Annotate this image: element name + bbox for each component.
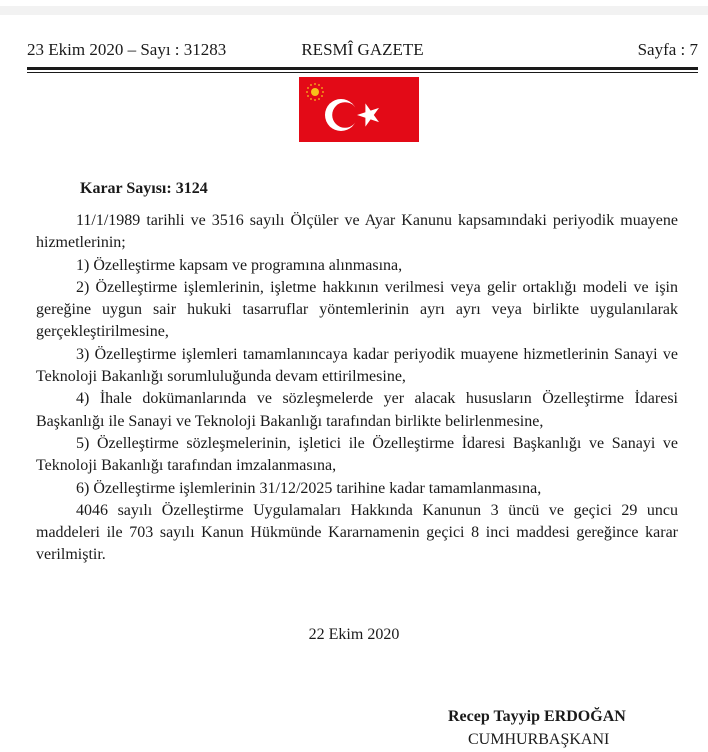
page-number: Sayfa : 7 [637,40,698,59]
header-rule-thick [27,67,698,70]
paragraph-item-3: 3) Özelleştirme işlemleri tamamlanıncaya kadar periyodik muayene hizmetlerinin Sanayi ve Teknoloji Bakanlığı sorumluluğunda devam ettirilmesine, [36,345,678,386]
gazette-header [27,40,698,62]
header-rule-thin [27,72,698,73]
decision-number: Karar Sayısı: 3124 [80,180,208,197]
crescent-inner [332,102,358,128]
paragraph-item-4: 4) İhale dokümanlarında ve sözleşmelerde yer alacak hususların Özelleştirme İdaresi Başkanlığı ile Sanayi ve Teknoloji Bakanlığı tarafından birlikte belirlenmesine, [36,390,678,430]
paragraph-item-5: 5) Özelleştirme sözleşmelerinin, işletici ile Özelleştirme İdaresi Başkanlığı ve Sanayi ve Teknoloji Bakanlığı tarafından imzalanmasına, [36,434,678,475]
top-band [0,6,708,15]
decision-body [36,210,678,567]
issue-date-number: 23 Ekim 2020 – Sayı : 31283 [27,40,227,59]
flag-field [299,77,419,142]
paragraph-item-6: 6) Özelleştirme işlemlerinin 31/12/2025 tarihine kadar tamamlanmasına, [76,479,542,497]
signer-name: Recep Tayyip ERDOĞAN [448,708,626,725]
presidential-flag-icon [299,77,419,142]
paragraph-item-1: 1) Özelleştirme kapsam ve programına alınmasına, [76,256,403,274]
paragraph-legal-basis: 4046 sayılı Özelleştirme Uygulamaları Hakkında Kanunun 3 üncü ve geçici 29 uncu maddeleri ile 703 sayılı Kanun Hükmünde Kararnamenin geçici 8 inci maddesi gereğince karar verilmiştir. [36,501,678,564]
paragraph-intro: 11/1/1989 tarihli ve 3516 sayılı Ölçüler ve Ayar Kanunu kapsamındaki periyodik muayene hizmetlerinin; [36,212,678,252]
paragraph-item-2: 2) Özelleştirme işlemlerinin, işletme hakkının verilmesi veya gelir ortaklığı modeli ve işin gereğine uygun sair hukuki tasarruflar yöntemlerinin ayrı ayrı veya birlikte uygulanılarak gerçekleştirilmesine, [36,278,678,341]
gazette-name: RESMÎ GAZETE [301,40,424,59]
signer-title: CUMHURBAŞKANI [468,731,610,748]
decision-date: 22 Ekim 2020 [308,626,400,643]
